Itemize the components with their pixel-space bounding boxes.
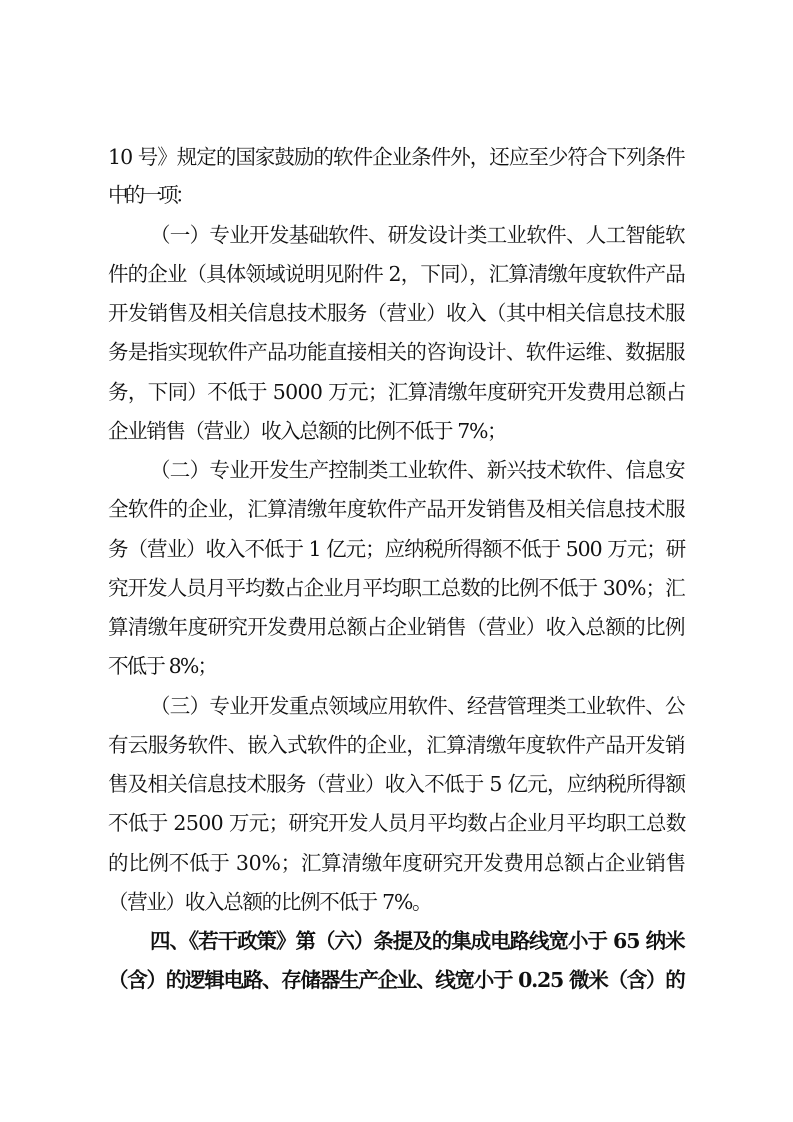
- text-line-8: 企业销售（营业）收入总额的比例不低于 7%；: [108, 419, 507, 443]
- text-line-14: 不低于 8%；: [108, 654, 217, 678]
- text-line-13: 算清缴年度研究开发费用总额占企业销售（营业）收入总额的比例: [108, 615, 685, 639]
- text-line-5: 开发销售及相关信息技术服务（营业）收入（其中相关信息技术服: [108, 301, 685, 325]
- text-line-18: 不低于 2500 万元；研究开发人员月平均数占企业月平均职工总数: [108, 811, 686, 835]
- text-line-2: 中的一项：: [108, 183, 192, 207]
- text-line-20: （营业）收入总额的比例不低于 7%。: [108, 890, 432, 914]
- text-line-11: 务（营业）收入不低于 1 亿元；应纳税所得额不低于 500 万元；研: [108, 537, 686, 561]
- text-line-9: （二）专业开发生产控制类工业软件、新兴技术软件、信息安: [150, 458, 685, 482]
- text-line-1: 10 号》规定的国家鼓励的软件企业条件外，还应至少符合下列条件: [108, 145, 685, 169]
- text-line-3: （一）专业开发基础软件、研发设计类工业软件、人工智能软: [150, 223, 685, 247]
- text-line-16: 有云服务软件、嵌入式软件的企业，汇算清缴年度软件产品开发销: [108, 733, 685, 757]
- text-line-17: 售及相关信息技术服务（营业）收入不低于 5 亿元，应纳税所得额: [108, 772, 686, 796]
- text-line-4: 件的企业（具体领域说明见附件 2，下同），汇算清缴年度软件产品: [108, 262, 685, 286]
- text-line-6: 务是指实现软件产品功能直接相关的咨询设计、软件运维、数据服: [108, 340, 685, 364]
- text-line-12: 究开发人员月平均数占企业月平均职工总数的比例不低于 30%；汇: [108, 576, 685, 600]
- text-line-21: 四、《若干政策》第（六）条提及的集成电路线宽小于 65 纳米: [150, 929, 685, 953]
- text-line-7: 务，下同）不低于 5000 万元；汇算清缴年度研究开发费用总额占: [108, 380, 686, 404]
- text-line-19: 的比例不低于 30%；汇算清缴年度研究开发费用总额占企业销售: [108, 851, 686, 875]
- text-line-15: （三）专业开发重点领域应用软件、经营管理类工业软件、公: [150, 694, 685, 718]
- text-line-10: 全软件的企业，汇算清缴年度软件产品开发销售及相关信息技术服: [108, 497, 685, 521]
- text-line-22: （含）的逻辑电路、存储器生产企业、线宽小于 0.25 微米（含）的: [108, 968, 685, 992]
